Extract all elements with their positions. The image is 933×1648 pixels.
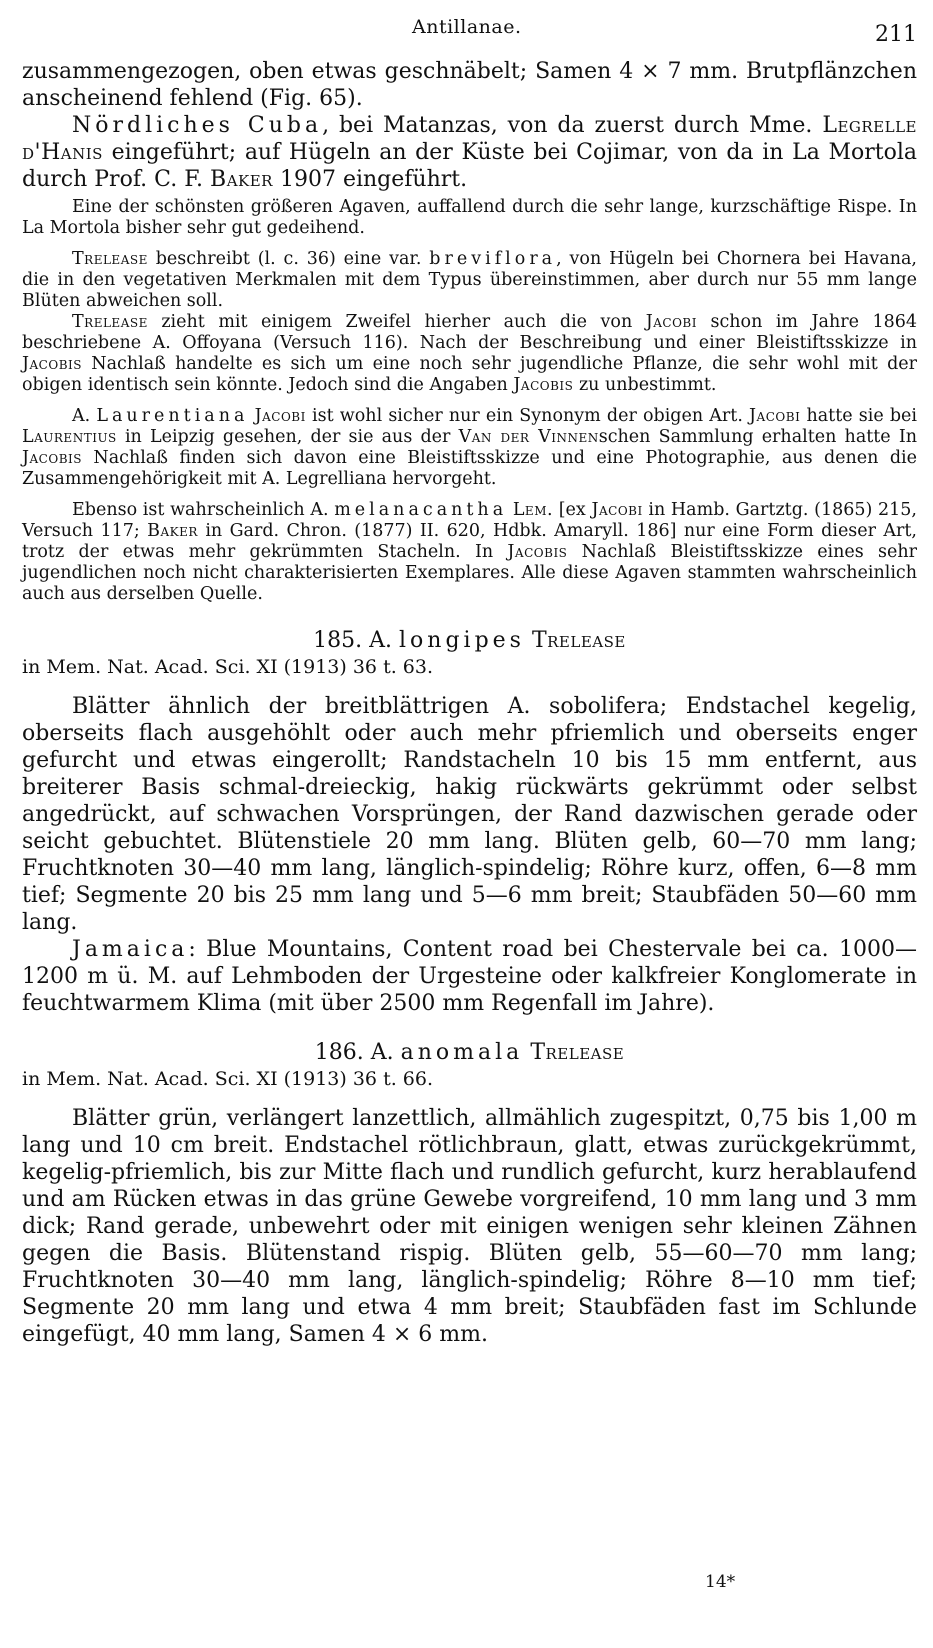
text-run: , von Hügeln bei Chornera bei Havana, die in den vegetativen Merkmalen mit dem Typus übereinstimmen, aber durch nur 55 mm lange Blüten abweichen soll.	[22, 249, 917, 311]
person-name: Lem.	[512, 500, 554, 520]
running-header	[22, 10, 917, 58]
location-name: Nördliches Cuba	[72, 113, 323, 138]
species-heading-186	[22, 1039, 917, 1067]
text-run: , bei Matanzas, von da zuerst durch Mme.	[322, 113, 823, 138]
text-run: Nachlaß finden sich davon eine Bleistiftsskizze und eine Photographie, aus denen die Zusammengehörigkeit mit A. Legrelliana hervorgeht.	[22, 448, 917, 489]
person-name: Jacobi	[254, 406, 306, 426]
note-paragraph	[22, 312, 917, 396]
species-heading-185	[22, 627, 917, 655]
text-run: A.	[72, 406, 97, 426]
text-run: hatte sie bei	[800, 406, 917, 426]
running-title: Antillanae.	[412, 16, 522, 38]
species-name: melanacantha	[334, 500, 508, 520]
species-name: Laurentiana	[96, 406, 249, 426]
person-name: Trelease	[72, 249, 148, 269]
species-description: Blätter ähnlich der breitblättrigen A. sobolifera; Endstachel kegelig, oberseits flach ausgehöhlt oder auch mehr pfriemlich und oberseits enger gefurcht und etwas eingerollt; Randstacheln 10 bis 15 mm entfernt, aus breiterer Basis schmal-dreieckig, hakig rückwärts gekrümmt oder selbst angedrückt, auf schwachen Vorsprüngen, der Rand dazwischen gerade oder seicht gebuchtet. Blütenstiele 20 mm lang. Blüten gelb, 60—70 mm lang; Fruchtknoten 30—40 mm lang, länglich-spindelig; Röhre kurz, offen, 6—8 mm tief; Segmente 20 bis 25 mm lang und 5—6 mm breit; Staubfäden 50—60 mm lang.	[22, 694, 917, 935]
person-name: Baker	[147, 521, 198, 541]
variety-name: breviflora	[429, 249, 557, 269]
paragraph-distribution	[22, 112, 917, 193]
species-author: Trelease	[530, 1040, 625, 1065]
text-run: in Hamb. Gartztg. (1865) 215, Versuch 117;	[22, 500, 917, 541]
species-number: 185. A.	[313, 628, 399, 653]
person-name: Jacobis	[22, 354, 82, 374]
text-run: Nachlaß handelte es sich um eine noch sehr jugendliche Pflanze, die sehr wohl mit der obigen identisch sein könnte. Jedoch sind die Angaben	[22, 354, 917, 395]
person-name: Baker	[210, 167, 273, 192]
signature-mark: 14*	[705, 1572, 736, 1592]
person-name: Jacobis	[22, 448, 82, 468]
note-paragraph	[22, 406, 917, 490]
person-name: Jacobi	[591, 500, 643, 520]
text-run: schon im Jahre 1864 beschriebene A. Offoyana (Versuch 116). Nach der Beschreibung und einer Bleistiftsskizze in	[22, 312, 917, 353]
person-name: Legrelle d'Hanis	[22, 113, 917, 165]
species-description: Blätter grün, verlängert lanzettlich, allmählich zugespitzt, 0,75 bis 1,00 m lang und 10 cm breit. Endstachel rötlichbraun, glatt, etwas zurückgekrümmt, kegelig-pfriemlich, bis zur Mitte flach und rundlich gefurcht, kurz herablaufend und am Rücken etwas in das grüne Gewebe vorgreifend, 10 mm lang und 3 mm dick; Rand gerade, unbewehrt oder mit einigen wenigen sehr kleinen Zähnen gegen die Basis. Blütenstand rispig. Blüten gelb, 55—60—70 mm lang; Fruchtknoten 30—40 mm lang, länglich-spindelig; Röhre 8—10 mm tief; Segmente 20 mm lang und etwa 4 mm breit; Staubfäden fast im Schlunde eingefügt, 40 mm lang, Samen 4 × 6 mm.	[22, 1106, 917, 1347]
person-name: Jacobi	[749, 406, 801, 426]
person-name: Trelease	[72, 312, 148, 332]
species-name: anomala	[400, 1040, 524, 1065]
text-run: eingeführt; auf Hügeln an der Küste bei Cojimar, von da in La Mortola durch Prof. C. F.	[22, 140, 917, 192]
species-author: Trelease	[531, 628, 626, 653]
text-run: zieht mit einigem Zweifel hierher auch die von	[147, 312, 646, 332]
note-paragraph	[22, 500, 917, 605]
person-name: Jacobis	[507, 542, 568, 562]
species-citation: in Mem. Nat. Acad. Sci. XI (1913) 36 t. 66.	[22, 1068, 433, 1090]
species-name: longipes	[399, 628, 525, 653]
species-citation: in Mem. Nat. Acad. Sci. XI (1913) 36 t. 63.	[22, 656, 433, 678]
person-name: Laurentius	[22, 427, 117, 447]
person-name: Van der Vinnen	[458, 427, 599, 447]
species-distribution	[22, 936, 917, 1017]
text-run: in Leipzig gesehen, der sie aus der	[116, 427, 459, 447]
page-number: 211	[875, 22, 917, 47]
text-run: [ex	[553, 500, 592, 520]
text-run: : Blue Mountains, Content road bei Chestervale bei ca. 1000—1200 m ü. M. auf Lehmboden der Urgesteine oder kalkfreier Konglomerate in feuchtwarmem Klima (mit über 2500 mm Regenfall im Jahre).	[22, 937, 917, 1016]
note-paragraph	[22, 249, 917, 312]
text-run: ist wohl sicher nur ein Synonym der obigen Art.	[305, 406, 750, 426]
text-run: zu unbestimmt.	[573, 375, 717, 395]
person-name: Jacobis	[513, 375, 574, 395]
text-run: beschreibt (l. c. 36) eine var.	[147, 249, 430, 269]
text-run: Ebenso ist wahrscheinlich A.	[72, 500, 335, 520]
page	[22, 10, 917, 1348]
text-run: schen Sammlung erhalten hatte In	[598, 427, 918, 447]
text-run: Nachlaß Bleistiftsskizze eines sehr jugendlichen noch nicht charakterisierten Exemplares. Alle diese Agaven stammten wahrscheinlich auch aus derselben Quelle.	[22, 542, 917, 604]
location-name: Jamaica	[72, 937, 189, 962]
note-paragraph: Eine der schönsten größeren Agaven, auffallend durch die sehr lange, kurzschäftige Rispe. In La Mortola bisher sehr gut gedeihend.	[22, 197, 917, 238]
text-run: 1907 eingeführt.	[272, 167, 468, 192]
species-number: 186. A.	[314, 1040, 401, 1065]
paragraph-continuation: zusammengezogen, oben etwas geschnäbelt; Samen 4 × 7 mm. Brutpflänzchen anscheinend fehlend (Fig. 65).	[22, 59, 917, 111]
person-name: Jacobi	[645, 312, 697, 332]
text-run: in Gard. Chron. (1877) II. 620, Hdbk. Amaryll. 186] nur eine Form dieser Art, trotz der etwas mehr gekrümmten Stacheln. In	[22, 521, 917, 562]
